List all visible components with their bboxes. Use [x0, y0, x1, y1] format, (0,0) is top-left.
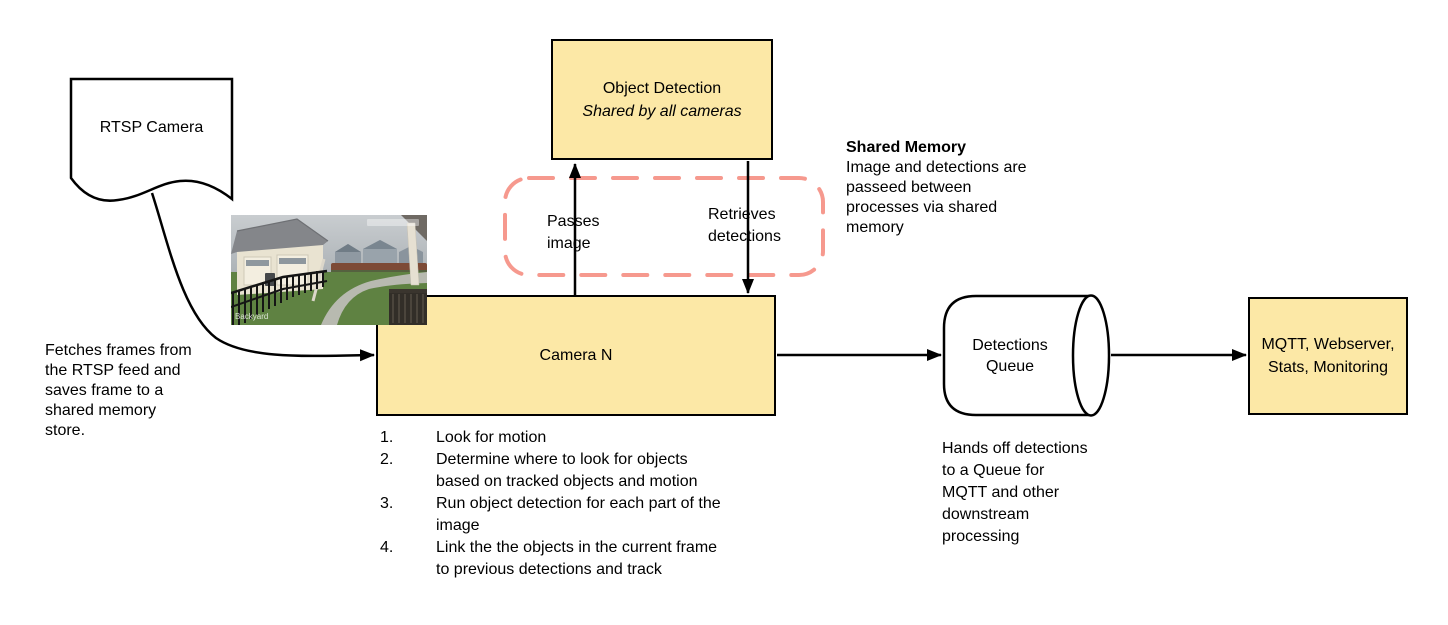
object-detection-title: Object Detection	[602, 79, 722, 97]
annotation-fetches-frames: Fetches frames from the RTSP feed and saves frame to a shared memory store.	[45, 342, 192, 439]
node-outputs	[1248, 297, 1408, 415]
node-object-detection	[551, 39, 773, 160]
shared-memory-title: Shared Memory	[846, 139, 967, 156]
camera-n-label: Camera N	[539, 347, 613, 364]
passes-image-label: Passes image	[547, 213, 600, 252]
outputs-label-line1: MQTT, Webserver,	[1261, 336, 1395, 353]
detections-queue-label-line1: Detections	[972, 336, 1048, 354]
rtsp-camera-label: RTSP Camera	[99, 119, 204, 136]
snapshot-backyard-label: Backyard	[235, 312, 269, 321]
annotation-camera-steps	[380, 427, 721, 581]
detections-queue-cylinder-cap	[1073, 296, 1109, 416]
detections-queue-label	[944, 296, 1076, 415]
outputs-label-line2: Stats, Monitoring	[1267, 359, 1389, 376]
step-item-3: 3. Run object detection for each part of the image	[380, 495, 721, 534]
step-item-2: 2. Determine where to look for objects based on tracked objects and motion	[380, 451, 698, 490]
detections-queue-label-line2: Queue	[985, 357, 1035, 375]
step-item-4: 4. Link the the objects in the current frame to previous detections and track	[380, 539, 718, 578]
snapshot-timestamp-overlay	[367, 219, 419, 226]
retrieves-detections-label: Retrieves detections	[708, 206, 781, 245]
camera-snapshot-image	[231, 215, 427, 325]
annotation-shared-memory: Shared Memory Image and detections are passeed between processes via shared memory	[846, 139, 1027, 236]
step-item-1: 1. Look for motion	[380, 429, 547, 446]
rtsp-camera-document-shape	[71, 79, 232, 201]
object-detection-subtitle: Shared by all cameras	[582, 102, 742, 120]
node-camera-n	[376, 295, 776, 416]
annotation-hands-off: Hands off detections to a Queue for MQTT and other downstream processing	[942, 440, 1088, 545]
